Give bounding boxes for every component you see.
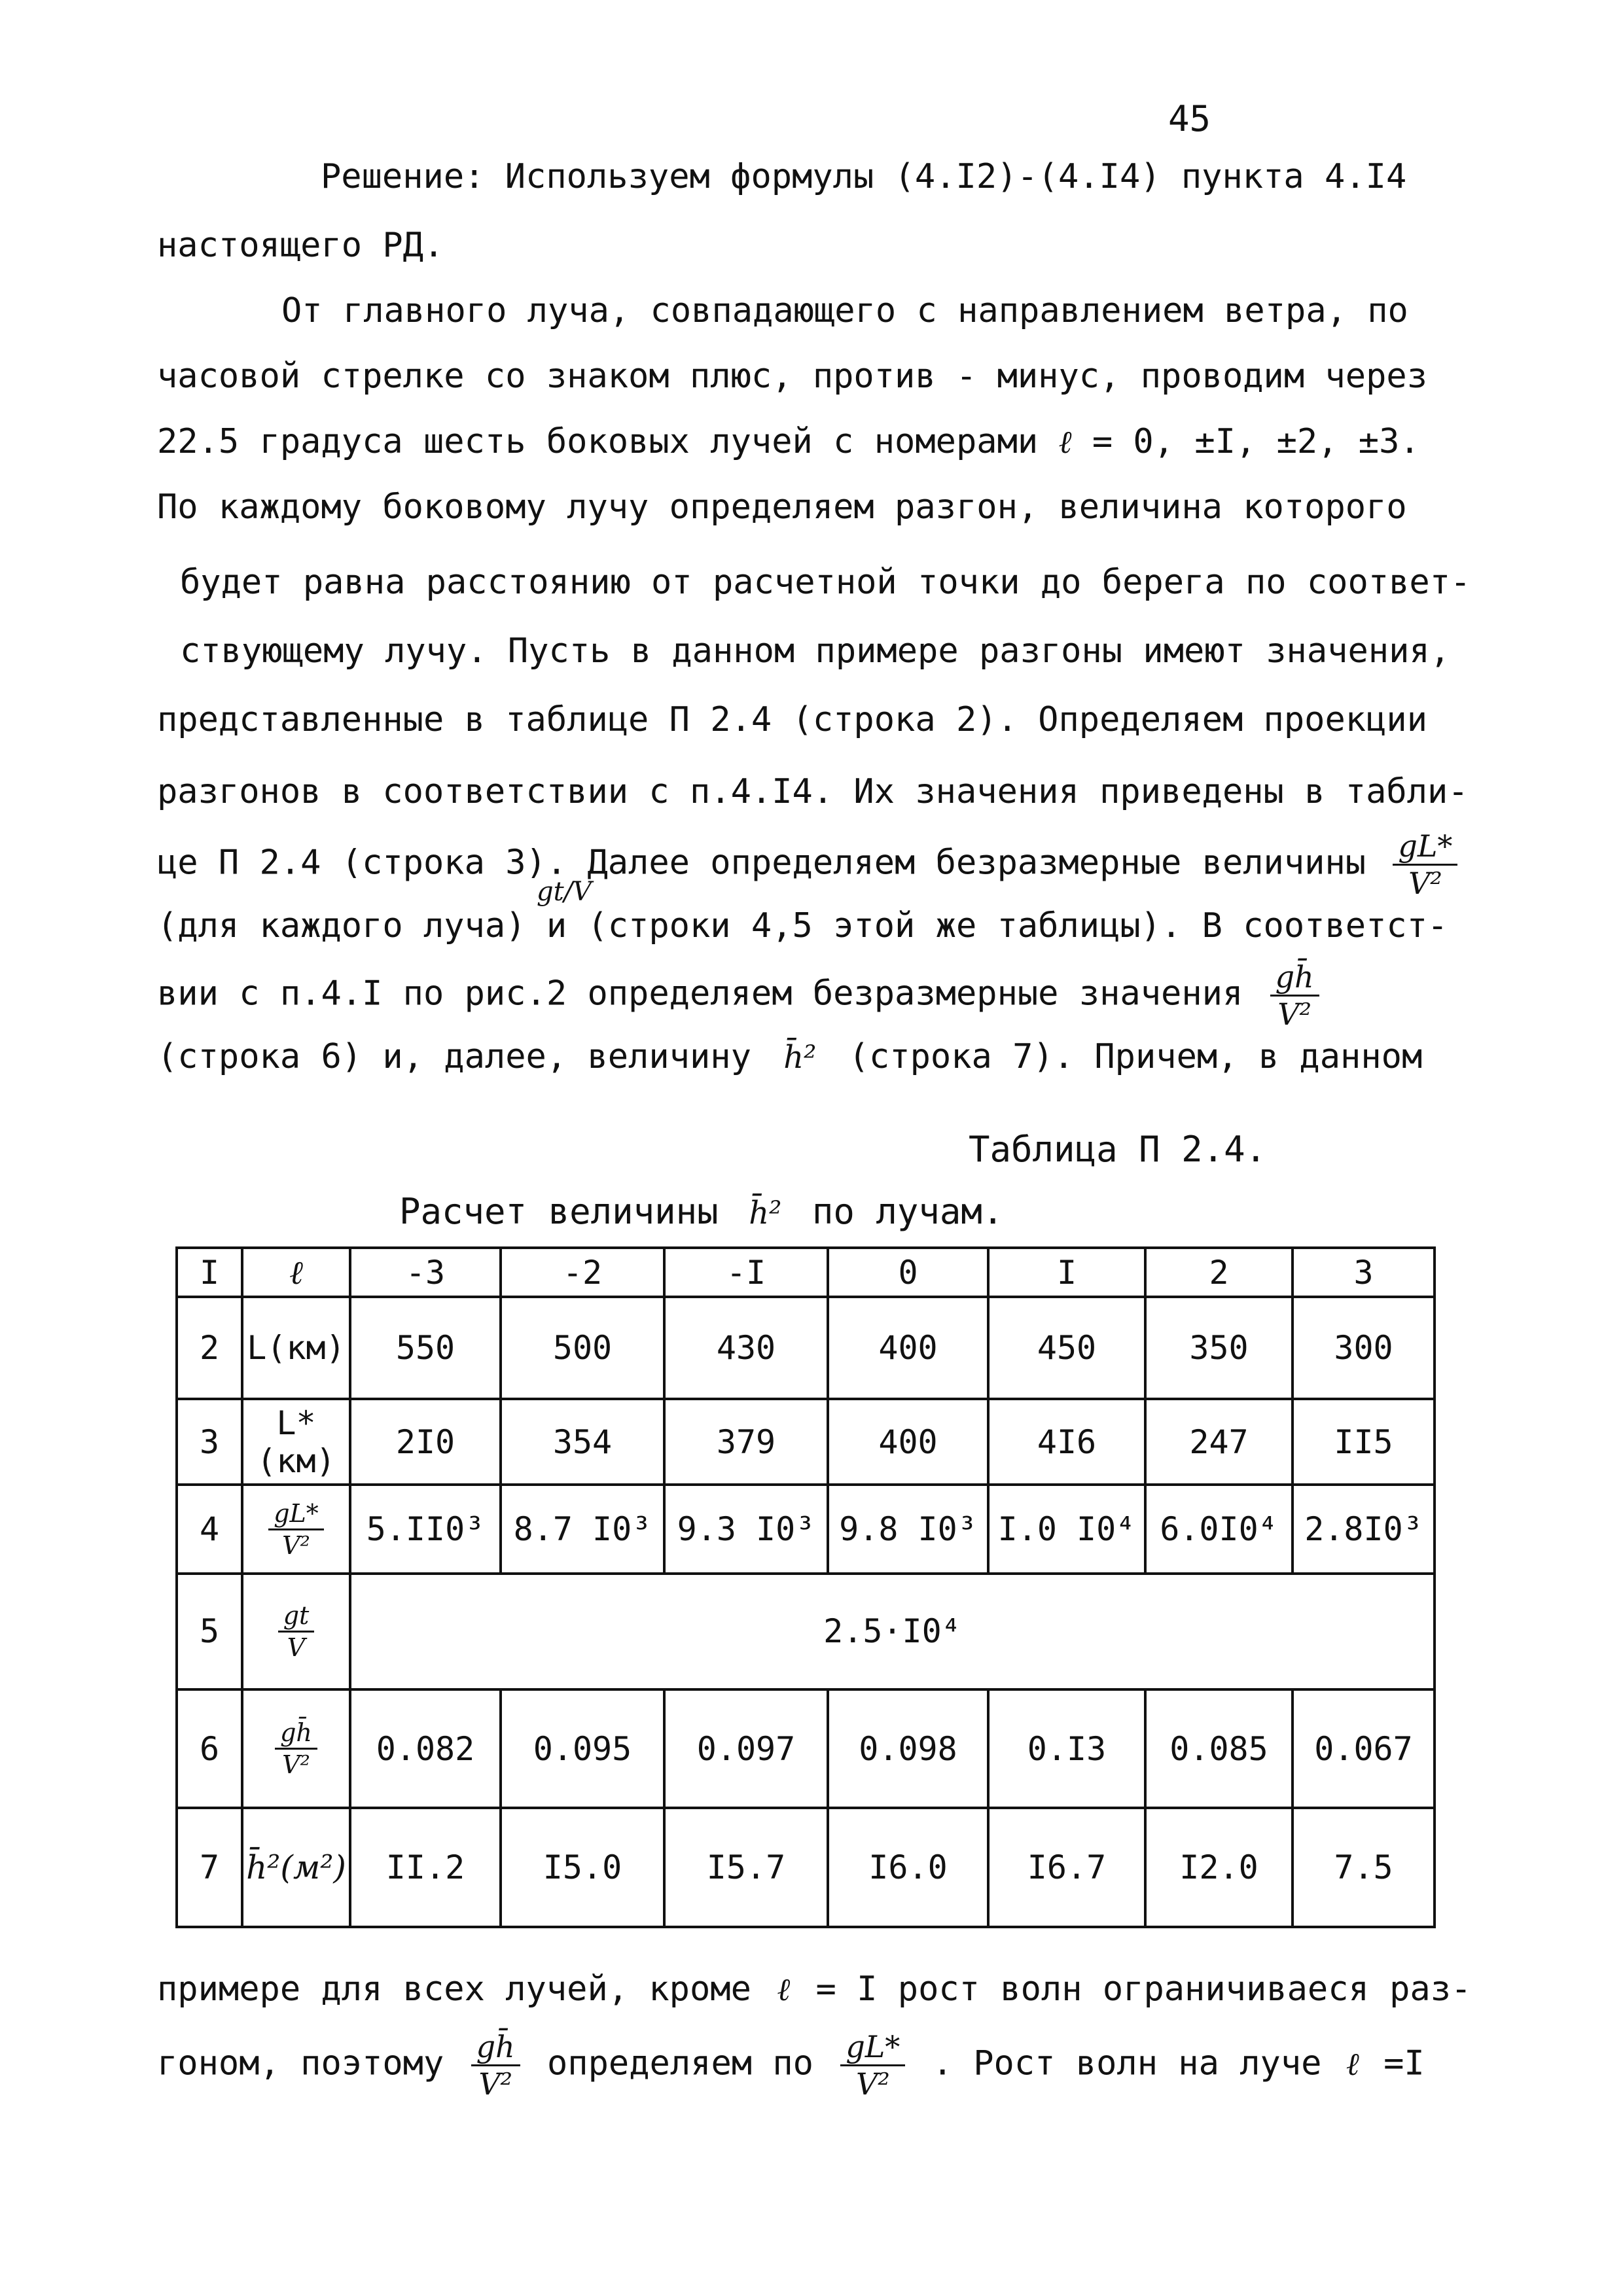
header-cell: -I [664, 1248, 828, 1297]
header-label: ℓ [242, 1248, 350, 1297]
text-line-3-end: = 0, ±I, ±2, ±3. [1092, 422, 1420, 461]
text-line-13-a: примере для всех лучей, кроме [157, 1969, 751, 2009]
text-line-14 [157, 2029, 1466, 2102]
text-line-3-main: 22.5 градуса шесть боковых лучей с номерами [157, 422, 1039, 461]
text-line-3 [157, 422, 1466, 461]
fraction-numerator: gt [278, 1603, 315, 1633]
table-cell: 550 [350, 1297, 501, 1399]
text-line-9 [157, 828, 1466, 901]
table-cell: 400 [828, 1399, 988, 1485]
fraction-gl-v2 [268, 1498, 324, 1560]
table-cell: I6.7 [988, 1808, 1145, 1927]
header-cell: 0 [828, 1248, 988, 1297]
row-number: 2 [177, 1297, 242, 1399]
header-cell: -2 [501, 1248, 664, 1297]
table-cell: I5.0 [501, 1808, 664, 1927]
table-cell: 8.7 I0³ [501, 1485, 664, 1574]
text-line-8: разгонов в соответствии с п.4.I4. Их значения приведены в табли- [157, 772, 1469, 811]
fraction-denominator: V² [478, 2066, 512, 2102]
table-row [177, 1689, 1435, 1809]
table-cell: II.2 [350, 1808, 501, 1927]
table-cell: 4I6 [988, 1399, 1145, 1485]
table-title-b: по лучам. [812, 1191, 1004, 1232]
text-line-13-b: = I рост волн ограничиваеся раз- [815, 1969, 1472, 2009]
header-cell: 2 [1145, 1248, 1293, 1297]
table-cell: 5.II0³ [350, 1485, 501, 1574]
h-bar-squared-symbol: h̄² [749, 1195, 782, 1231]
wave-height-table [175, 1246, 1436, 1928]
fraction-numerator: gL* [268, 1501, 324, 1530]
fraction-denominator: V² [855, 2066, 890, 2102]
table-cell: 0.098 [828, 1689, 988, 1809]
fraction-denominator: V² [1408, 866, 1442, 901]
text-line-2: часовой стрелке со знаком плюс, против - минус, проводим через [157, 357, 1428, 396]
header-cell: I [988, 1248, 1145, 1297]
table-cell: I2.0 [1145, 1808, 1293, 1927]
text-line-6: ствующему лучу. Пусть в данном примере разгоны имеют значения, [180, 631, 1451, 671]
text-line-14-b: определяем по [547, 2043, 813, 2083]
h-bar-squared-symbol: h̄² [783, 1039, 817, 1076]
fraction-gh-v2 [275, 1718, 317, 1780]
row-label: h̄²(м²) [242, 1808, 350, 1927]
text-line-12-a: (строка 6) и, далее, величину [157, 1037, 751, 1076]
fraction-gh-v2 [471, 2029, 520, 2102]
row-number: I [177, 1248, 242, 1297]
text-line-13 [157, 1969, 1472, 2009]
table-row [177, 1574, 1435, 1689]
text-line-14-c: . Рост волн на луче [932, 2043, 1322, 2083]
table-cell: 450 [988, 1297, 1145, 1399]
fraction-numerator: gL* [840, 2032, 905, 2066]
table-cell: 379 [664, 1399, 828, 1485]
ray-symbol: ℓ [1058, 424, 1072, 461]
table-cell: 0.082 [350, 1689, 501, 1809]
text-line-1: От главного луча, совпадающего с направлением ветра, по [281, 291, 1408, 330]
table-row [177, 1399, 1435, 1485]
text-line-12 [157, 1037, 1466, 1076]
table-caption: Таблица П 2.4. [969, 1129, 1267, 1170]
table-cell: 6.0I0⁴ [1145, 1485, 1293, 1574]
fraction-denominator: V² [282, 1530, 310, 1560]
table-cell: 0.085 [1145, 1689, 1293, 1809]
table-cell: 400 [828, 1297, 988, 1399]
row-label [242, 1689, 350, 1809]
text-line-7: представленные в таблице П 2.4 (строка 2). Определяем проекции [157, 700, 1428, 739]
table-cell: 430 [664, 1297, 828, 1399]
merged-cell: 2.5·I0⁴ [350, 1574, 1435, 1689]
text-line-5: будет равна расстоянию от расчетной точки до берега по соответ- [180, 563, 1471, 602]
fraction-denominator: V² [282, 1750, 310, 1780]
table-cell: 2I0 [350, 1399, 501, 1485]
table-title-a: Расчет величины [399, 1191, 719, 1232]
row-number: 4 [177, 1485, 242, 1574]
fraction-gl-v2 [840, 2029, 905, 2102]
row-label: L(км) [242, 1297, 350, 1399]
text-line-4: По каждому боковому лучу определяем разгон, величина которого [157, 487, 1407, 527]
table-cell: I.0 I0⁴ [988, 1485, 1145, 1574]
text-line-11 [157, 959, 1466, 1032]
fraction-numerator: gL* [1393, 831, 1457, 866]
table-row [177, 1808, 1435, 1927]
row-number: 3 [177, 1399, 242, 1485]
fraction-gt-v [278, 1600, 315, 1662]
text-line-11-main: вии с п.4.I по рис.2 определяем безразмерные значения [157, 974, 1243, 1014]
row-label [242, 1574, 350, 1689]
row-number: 6 [177, 1689, 242, 1809]
table-cell: I5.7 [664, 1808, 828, 1927]
fraction-numerator: gh̄ [275, 1720, 317, 1750]
row-label [242, 1485, 350, 1574]
table-cell: 2.8I0³ [1293, 1485, 1435, 1574]
table-header-row [177, 1248, 1435, 1297]
fraction-gh-v2 [1270, 959, 1319, 1032]
row-number: 5 [177, 1574, 242, 1689]
solution-line-1: Решение: Используем формулы (4.I2)-(4.I4) пункта 4.I4 [321, 157, 1407, 196]
table-cell: 500 [501, 1297, 664, 1399]
header-cell: -3 [350, 1248, 501, 1297]
table-cell: 0.097 [664, 1689, 828, 1809]
page-number: 45 [1168, 98, 1211, 139]
table-cell: 0.067 [1293, 1689, 1435, 1809]
text-line-14-d: =I [1383, 2043, 1425, 2083]
table-cell: I6.0 [828, 1808, 988, 1927]
ray-symbol: ℓ [777, 1971, 791, 2008]
text-line-12-b: (строка 7). Причем, в данном [848, 1037, 1423, 1076]
ray-symbol: ℓ [1346, 2045, 1359, 2083]
text-line-10: (для каждого луча) и (строки 4,5 этой же таблицы). В соответст- [157, 906, 1448, 945]
header-cell: 3 [1293, 1248, 1435, 1297]
fraction-gl-v2 [1393, 828, 1457, 901]
table-cell: 350 [1145, 1297, 1293, 1399]
table-cell: 9.8 I0³ [828, 1485, 988, 1574]
table-cell: 7.5 [1293, 1808, 1435, 1927]
row-number: 7 [177, 1808, 242, 1927]
table-cell: 0.I3 [988, 1689, 1145, 1809]
solution-line-2: настоящего РД. [157, 226, 444, 265]
table-cell: 354 [501, 1399, 664, 1485]
handwritten-gt-v: gt/V [537, 877, 592, 907]
text-line-9-main: це П 2.4 (строка 3). Далее определяем безразмерные величины [157, 843, 1366, 883]
fraction-numerator: gh̄ [471, 2032, 520, 2066]
table-title [399, 1191, 1003, 1232]
row-label: L*(км) [242, 1399, 350, 1485]
table-cell: 9.3 I0³ [664, 1485, 828, 1574]
table-row [177, 1297, 1435, 1399]
table-cell: 300 [1293, 1297, 1435, 1399]
fraction-denominator: V² [1277, 997, 1311, 1032]
table-cell: 0.095 [501, 1689, 664, 1809]
table-row [177, 1485, 1435, 1574]
text-line-14-a: гоном, поэтому [157, 2043, 444, 2083]
table-cell: II5 [1293, 1399, 1435, 1485]
fraction-denominator: V [287, 1633, 306, 1662]
table-cell: 247 [1145, 1399, 1293, 1485]
fraction-numerator: gh̄ [1270, 962, 1319, 997]
